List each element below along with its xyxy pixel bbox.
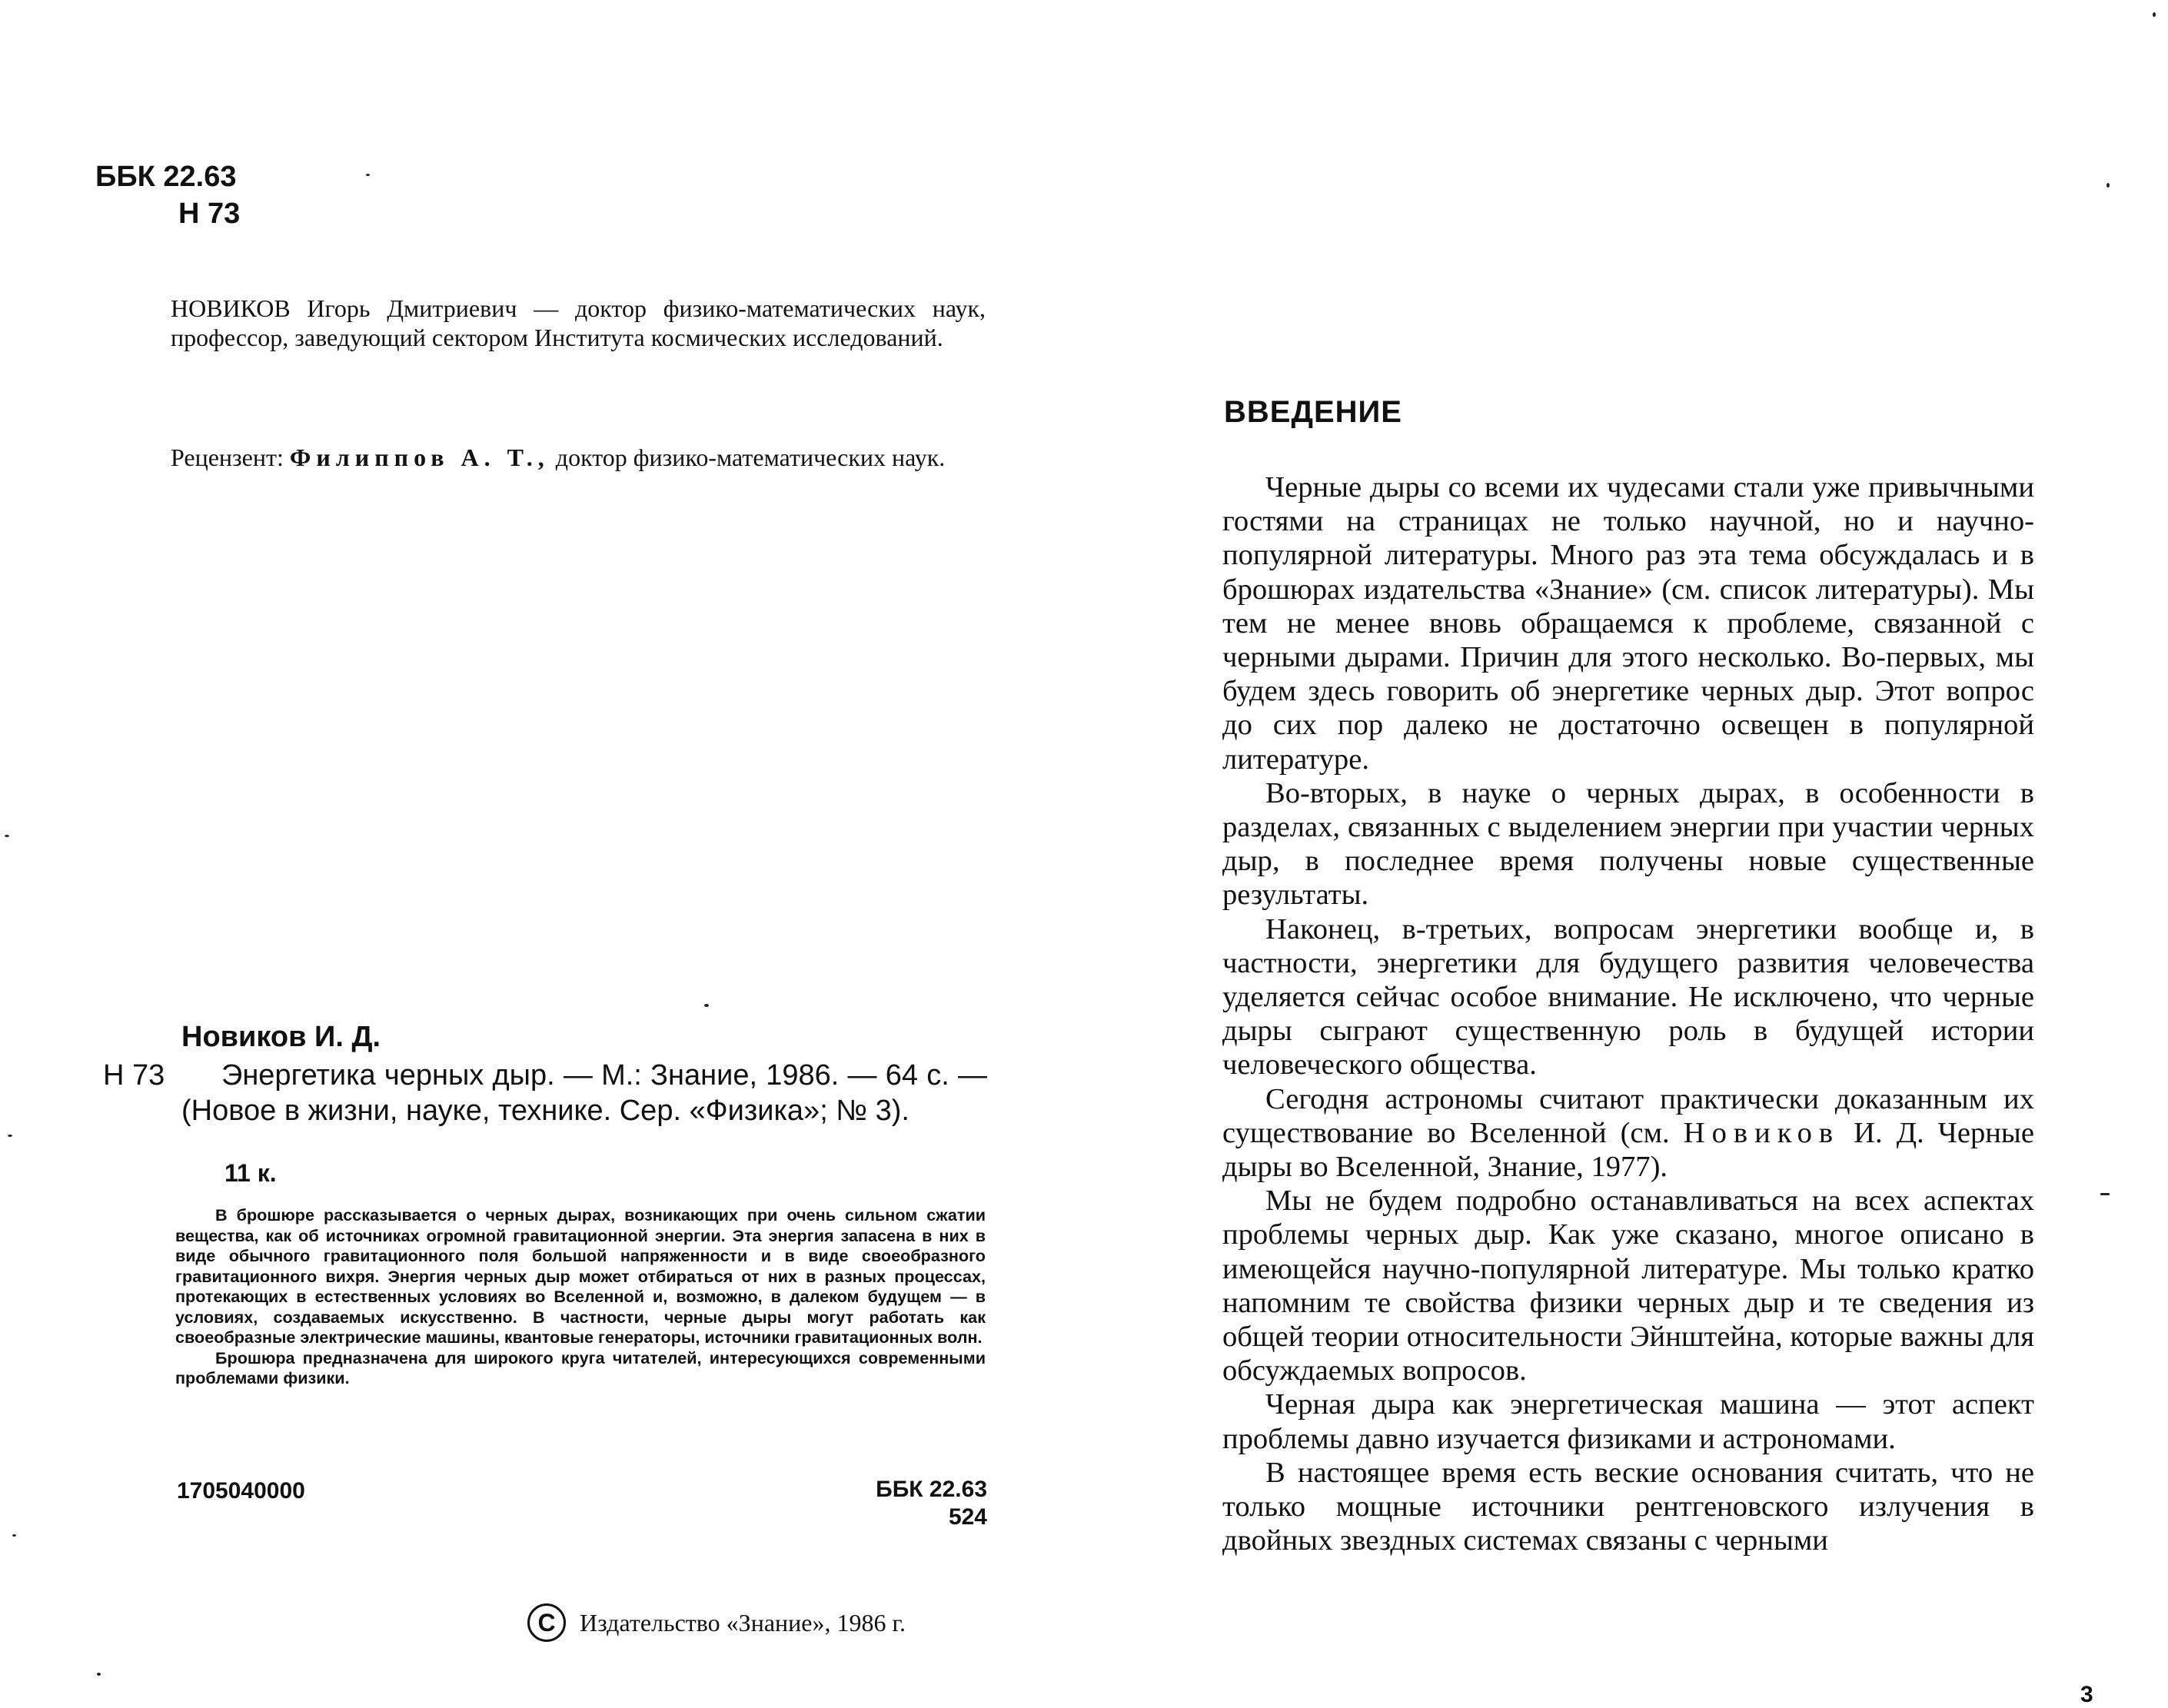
scan-speck <box>2106 183 2110 188</box>
catalog-author: Новиков И. Д. <box>181 1021 381 1053</box>
paragraph-4-start: Сегодня астрономы считают практически доказанным их существование во Вселенной (см. <box>1222 1082 2034 1149</box>
paragraph-5: Мы не будем подробно останавливаться на всех аспектах проблемы черных дыр. Как уже сказано, многое описано в имеющейся научно-популярной литературе. Мы только кратко напомним те свойства физики черных дыр и те сведения из общей теории относительности Эйнштейна, которые важны для обсуждаемых вопросов. <box>1222 1185 2034 1387</box>
author-info: НОВИКОВ Игорь Дмитриевич — доктор физико-математических наук, профессор, заведующий сектором Института космических исследований. <box>171 294 986 351</box>
scan-speck <box>5 835 9 837</box>
catalog-abstract <box>175 1205 986 1389</box>
copyright-icon: C <box>527 1603 566 1642</box>
scan-speck <box>366 174 370 176</box>
left-page <box>0 0 1084 1698</box>
introduction-text <box>1222 470 2034 1558</box>
paragraph-2: Во-вторых, в науке о черных дырах, в особенности в разделах, связанных с выделением энергии при участии черных дыр, в последнее время получены новые существенные результаты. <box>1222 776 2034 912</box>
abstract-paragraph: В брошюре рассказывается о черных дырах, возникающих при очень сильном сжатии вещества, как об источниках огромной гравитационной энергии. Эта энергия запасена в них в виде обычного гравитационного поля большой напряженности и в виде своеобразного гравитационного вихря. Энергия черных дыр может отбираться от них в разных процессах, протекающих в естественных условиях во Вселенной и, возможно, в далеком будущем — в условиях, создаваемых искусственно. В частности, черные дыры могут работать как своеобразные электрические машины, квантовые генераторы, источники гравитационных волн. <box>175 1205 986 1347</box>
reviewer-info <box>171 443 986 472</box>
abstract-audience: Брошюра предназначена для широкого круга читателей, интересующихся современными проблемами физики. <box>175 1347 986 1387</box>
author-mark: Н 73 <box>178 198 241 230</box>
reviewer-label: Рецензент: <box>171 444 284 471</box>
scan-speck <box>704 1004 709 1007</box>
catalog-code: Н 73 <box>103 1059 165 1092</box>
copyright-text: Издательство «Знание», 1986 г. <box>580 1609 906 1637</box>
bbk-bottom-number: 524 <box>948 1504 987 1530</box>
scan-speck <box>2153 12 2156 17</box>
reviewer-name: Филиппов А. Т., <box>289 444 550 471</box>
chapter-heading: ВВЕДЕНИЕ <box>1224 395 1402 429</box>
page-number: 3 <box>2080 1682 2093 1707</box>
scan-speck <box>2100 1193 2110 1195</box>
paragraph-4-end: И. Д. Черные дыры во Вселенной, Знание, 1977). <box>1222 1116 2034 1184</box>
paragraph-4 <box>1222 1082 2034 1185</box>
right-page <box>1084 0 2168 1707</box>
bbk-classification-top <box>95 158 240 232</box>
bbk-bottom-code: ББК 22.63 <box>876 1477 987 1502</box>
scan-speck <box>8 1135 12 1137</box>
bbk-code: ББК 22.63 <box>95 161 237 193</box>
scan-speck <box>12 1534 16 1537</box>
paragraph-6: Черная дыра как энергетическая машина — этот аспект проблемы давно изучается физиками и астрономами. <box>1222 1388 2034 1455</box>
reviewer-description: доктор физико-математических наук. <box>555 444 946 471</box>
bbk-classification-bottom <box>856 1476 987 1531</box>
paragraph-3: Наконец, в-третьих, вопросам энергетики вообще и, в частности, энергетики для будущего развития человечества уделяется сейчас особое внимание. Не исключено, что черные дыры сыграют существенную роль в будущей истории человеческого общества. <box>1222 912 2034 1082</box>
paragraph-1: Черные дыры со всеми их чудесами стали уже привычными гостями на страницах не только научной, но и научно-популярной литературы. Много раз эта тема обсуждалась и в брошюрах издательства «Знание» (см. список литературы). Мы тем не менее вновь обращаемся к проблеме, связанной с черными дырами. Причин для этого несколько. Во-первых, мы будем здесь говорить об энергетике черных дыр. Этот вопрос до сих пор далеко не достаточно освещен в популярной литературе. <box>1222 471 2034 776</box>
catalog-price: 11 к. <box>224 1159 277 1187</box>
paragraph-7: В настоящее время есть веские основания считать, что не только мощные источники рентгеновского излучения в двойных звездных системах связаны с черными <box>1222 1456 2034 1557</box>
catalog-number: 1705040000 <box>177 1478 305 1504</box>
catalog-entry: Энергетика черных дыр. — М.: Знание, 1986. — 64 с. — (Новое в жизни, науке, технике. Сер. «Физика»; № 3). <box>181 1059 987 1127</box>
scan-speck <box>97 1673 101 1676</box>
cited-author: Новиков <box>1683 1116 1840 1149</box>
copyright-line <box>527 1603 906 1642</box>
